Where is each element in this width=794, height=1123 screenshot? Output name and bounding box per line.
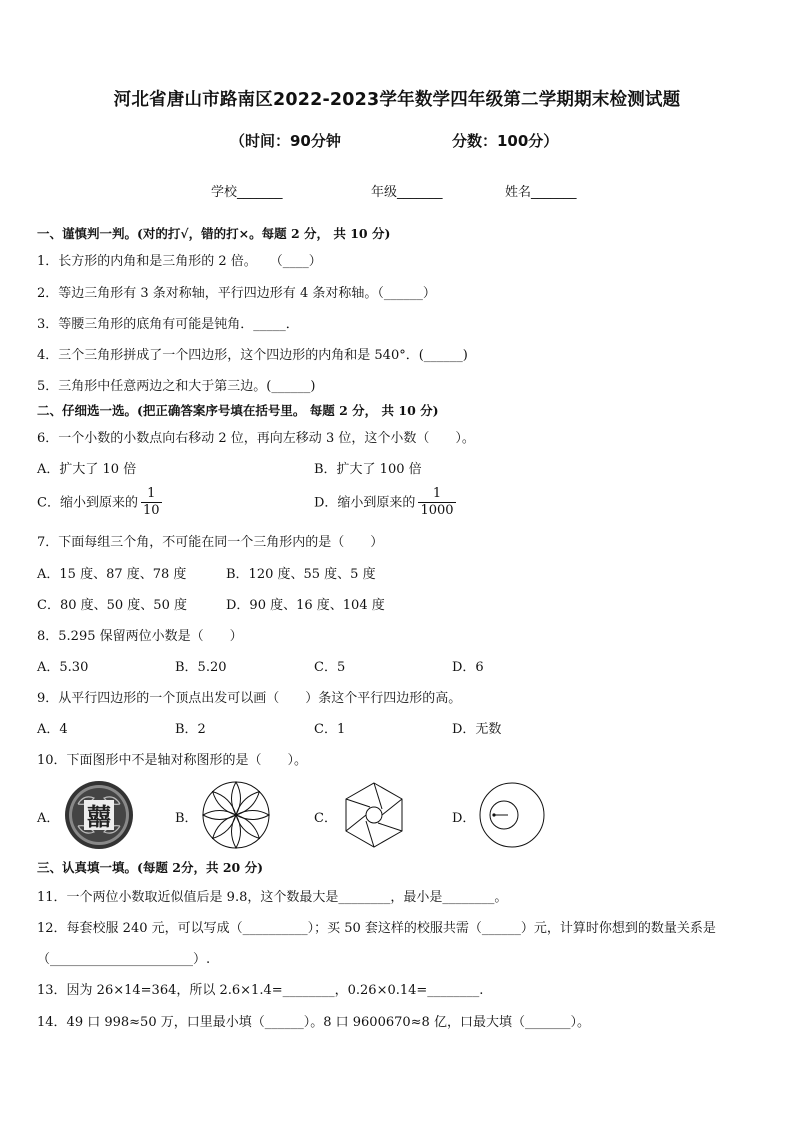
- pinwheel-hexagon-figure: [338, 779, 410, 851]
- q9-option-d[interactable]: D．无数: [452, 722, 502, 737]
- q8-option-c[interactable]: C．5: [314, 660, 346, 675]
- section-3-title: 三、认真填一填。(每题 2分，共 20 分): [37, 860, 263, 875]
- exam-title: 河北省唐山市路南区2022-2023学年数学四年级第二学期期末检测试题: [113, 90, 681, 110]
- section-1-title: 一、谨慎判一判。(对的打√，错的打×。每题 2 分， 共 10 分): [37, 226, 391, 241]
- q8-option-b[interactable]: B．5.20: [175, 660, 227, 675]
- fraction-one-tenth: $\frac{1}{10}$: [142, 486, 160, 519]
- q9-option-b[interactable]: B．2: [175, 722, 206, 737]
- question-10: 10．下面图形中不是轴对称图形的是（ ）。: [37, 753, 308, 768]
- question-1: 1．长方形的内角和是三角形的 2 倍。 （____）: [37, 254, 322, 269]
- q10-option-d[interactable]: D．: [452, 811, 476, 826]
- exam-time: （时间：90分钟: [230, 132, 341, 150]
- question-5: 5．三角形中任意两边之和大于第三边。(______): [37, 379, 316, 394]
- q6-option-d-text: D．缩小到原来的: [314, 495, 416, 511]
- question-9: 9．从平行四边形的一个顶点出发可以画（ ）条这个平行四边形的高。: [37, 691, 462, 706]
- q7-option-d[interactable]: D．90 度、16 度、104 度: [226, 598, 385, 613]
- petal: [203, 811, 236, 820]
- q8-option-d[interactable]: D．6: [452, 660, 484, 675]
- double-happiness-glyph: 囍: [87, 803, 111, 831]
- question-11: 11．一个两位小数取近似值后是 9.8，这个数最大是________，最小是________。: [37, 890, 508, 905]
- question-3: 3．等腰三角形的底角有可能是钝角．_____．: [37, 317, 299, 332]
- q7-option-a[interactable]: A．15 度、87 度、78 度: [37, 567, 187, 582]
- question-13: 13．因为 26×14=364，所以 2.6×1.4=________，0.26×0.14=________.: [37, 983, 484, 998]
- petal: [232, 782, 241, 815]
- grade-field[interactable]: 年级_______: [371, 185, 443, 200]
- question-7: 7．下面每组三个角，不可能在同一个三角形内的是（ ）: [37, 535, 384, 550]
- question-14: 14．49 口 998≈50 万，口里最小填（______）。8 口 9600670≈8 亿，口最大填（_______）。: [37, 1015, 590, 1030]
- question-12-line-1: 12．每套校服 240 元，可以写成（__________）；买 50 套这样的校服共需（______）元，计算时你想到的数量关系是: [37, 921, 716, 936]
- flower-circle-figure: [201, 780, 271, 850]
- petal: [232, 815, 241, 848]
- q9-option-c[interactable]: C．1: [314, 722, 346, 737]
- question-12-line-2: （______________________）.: [37, 952, 211, 967]
- nested-circles-figure: [478, 781, 546, 849]
- petal: [236, 792, 259, 815]
- petal: [213, 792, 236, 815]
- q9-option-a[interactable]: A．4: [37, 722, 68, 737]
- question-4: 4．三个三角形拼成了一个四边形，这个四边形的内角和是 540°．(______): [37, 348, 468, 363]
- q6-option-d[interactable]: [314, 486, 456, 520]
- double-happiness-medallion-figure: [64, 780, 134, 850]
- q8-option-a[interactable]: A．5.30: [37, 660, 89, 675]
- q6-option-b[interactable]: B．扩大了 100 倍: [314, 462, 422, 477]
- petal: [236, 811, 269, 820]
- q10-option-c[interactable]: C．: [314, 811, 337, 826]
- section-2-title: 二、仔细选一选。(把正确答案序号填在括号里。 每题 2 分， 共 10 分): [37, 403, 439, 418]
- q7-option-c[interactable]: C．80 度、50 度、50 度: [37, 598, 187, 613]
- question-8: 8．5.295 保留两位小数是（ ）: [37, 629, 243, 644]
- q6-option-a[interactable]: A．扩大了 10 倍: [37, 462, 137, 477]
- name-field[interactable]: 姓名_______: [505, 185, 577, 200]
- school-field[interactable]: 学校_______: [211, 185, 283, 200]
- q10-option-b[interactable]: B．: [175, 811, 198, 826]
- exam-score: 分数：100分）: [452, 132, 559, 150]
- fraction-one-thousandth: $\frac{1}{1000}$: [420, 486, 454, 519]
- question-2: 2．等边三角形有 3 条对称轴，平行四边形有 4 条对称轴。（______）: [37, 286, 436, 301]
- q10-option-a[interactable]: A．: [37, 811, 60, 826]
- q6-option-c-text: C．缩小到原来的: [37, 495, 138, 511]
- q6-option-c[interactable]: [37, 486, 162, 520]
- question-6: 6．一个小数的小数点向右移动 2 位，再向左移动 3 位，这个小数（ ）。: [37, 431, 475, 446]
- petal: [236, 815, 259, 838]
- petal: [213, 815, 236, 838]
- q7-option-b[interactable]: B．120 度、55 度、5 度: [226, 567, 376, 582]
